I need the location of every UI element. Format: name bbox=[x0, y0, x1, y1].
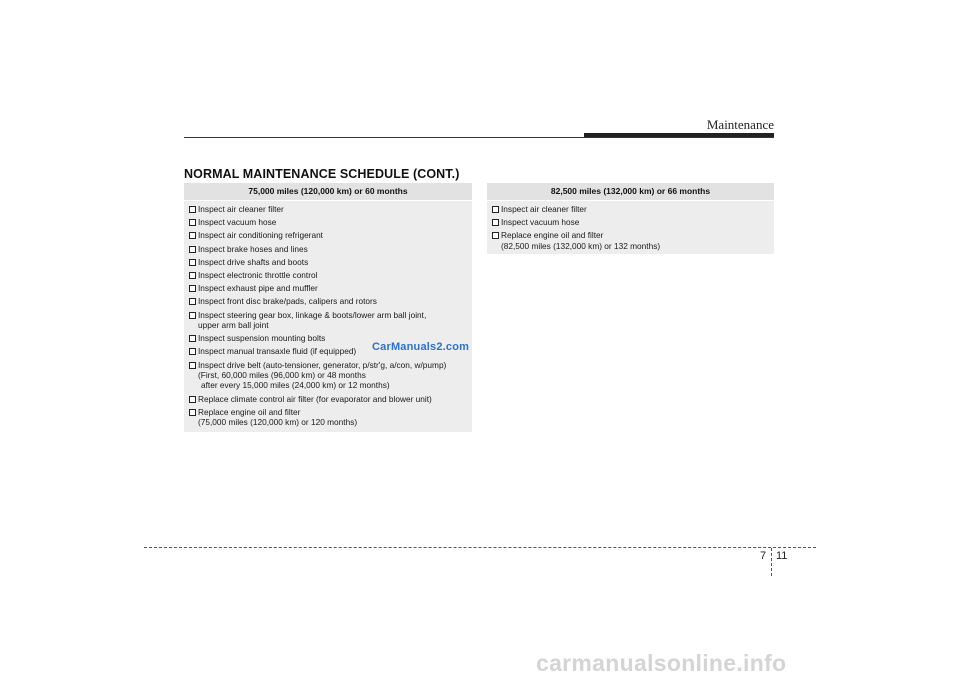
checkbox-icon bbox=[189, 362, 196, 369]
footer-rule bbox=[144, 547, 816, 548]
checkbox-icon bbox=[189, 206, 196, 213]
checkbox-icon bbox=[189, 348, 196, 355]
checkbox-icon bbox=[189, 219, 196, 226]
list-item: Inspect manual transaxle fluid (if equipped) bbox=[189, 346, 472, 356]
checkbox-icon bbox=[189, 272, 196, 279]
list-item: Inspect drive shafts and boots bbox=[189, 257, 472, 267]
schedule-box-75000 bbox=[184, 183, 472, 432]
list-item: Replace engine oil and filter (75,000 miles (120,000 km) or 120 months) bbox=[189, 407, 472, 428]
list-item: Inspect brake hoses and lines bbox=[189, 244, 472, 254]
page-number: 11 bbox=[776, 550, 788, 562]
list-item: Inspect electronic throttle control bbox=[189, 270, 472, 280]
list-item: Inspect drive belt (auto-tensioner, generator, p/str'g, a/con, w/pump) (First, 60,000 miles (96,000 km) or 48 months after every 15,000 miles (24,000 km) or 12 months) bbox=[189, 360, 472, 391]
list-item: Inspect vacuum hose bbox=[492, 217, 774, 227]
checkbox-icon bbox=[189, 246, 196, 253]
checkbox-icon bbox=[189, 259, 196, 266]
site-watermark: carmanualsonline.info bbox=[536, 650, 787, 676]
header-title: Maintenance bbox=[706, 117, 774, 132]
schedule-heading: 82,500 miles (132,000 km) or 66 months bbox=[487, 183, 774, 201]
page-number-divider bbox=[771, 548, 772, 576]
watermark-link[interactable]: CarManuals2.com bbox=[372, 341, 470, 353]
checkbox-icon bbox=[189, 409, 196, 416]
list-item: Inspect air cleaner filter bbox=[492, 204, 774, 214]
schedule-box-82500 bbox=[487, 183, 774, 254]
list-item: Replace climate control air filter (for evaporator and blower unit) bbox=[189, 394, 472, 404]
list-item: Inspect steering gear box, linkage & boots/lower arm ball joint, upper arm ball joint bbox=[189, 310, 472, 331]
list-item: Inspect vacuum hose bbox=[189, 217, 472, 227]
list-item: Inspect suspension mounting bolts bbox=[189, 333, 472, 343]
checkbox-icon bbox=[189, 232, 196, 239]
section-title: NORMAL MAINTENANCE SCHEDULE (CONT.) bbox=[184, 167, 460, 181]
checkbox-icon bbox=[189, 285, 196, 292]
section-number: 7 bbox=[760, 550, 767, 562]
checkbox-icon bbox=[189, 298, 196, 305]
checklist bbox=[184, 201, 472, 428]
checkbox-icon bbox=[189, 396, 196, 403]
checklist bbox=[487, 201, 774, 251]
header-rule bbox=[184, 137, 774, 138]
checkbox-icon bbox=[492, 232, 499, 239]
checkbox-icon bbox=[189, 335, 196, 342]
checkbox-icon bbox=[189, 312, 196, 319]
checkbox-icon bbox=[492, 219, 499, 226]
checkbox-icon bbox=[492, 206, 499, 213]
list-item: Replace engine oil and filter (82,500 miles (132,000 km) or 132 months) bbox=[492, 230, 774, 251]
list-item: Inspect front disc brake/pads, calipers and rotors bbox=[189, 296, 472, 306]
list-item: Inspect air cleaner filter bbox=[189, 204, 472, 214]
list-item: Inspect air conditioning refrigerant bbox=[189, 230, 472, 240]
list-item: Inspect exhaust pipe and muffler bbox=[189, 283, 472, 293]
schedule-heading: 75,000 miles (120,000 km) or 60 months bbox=[184, 183, 472, 201]
